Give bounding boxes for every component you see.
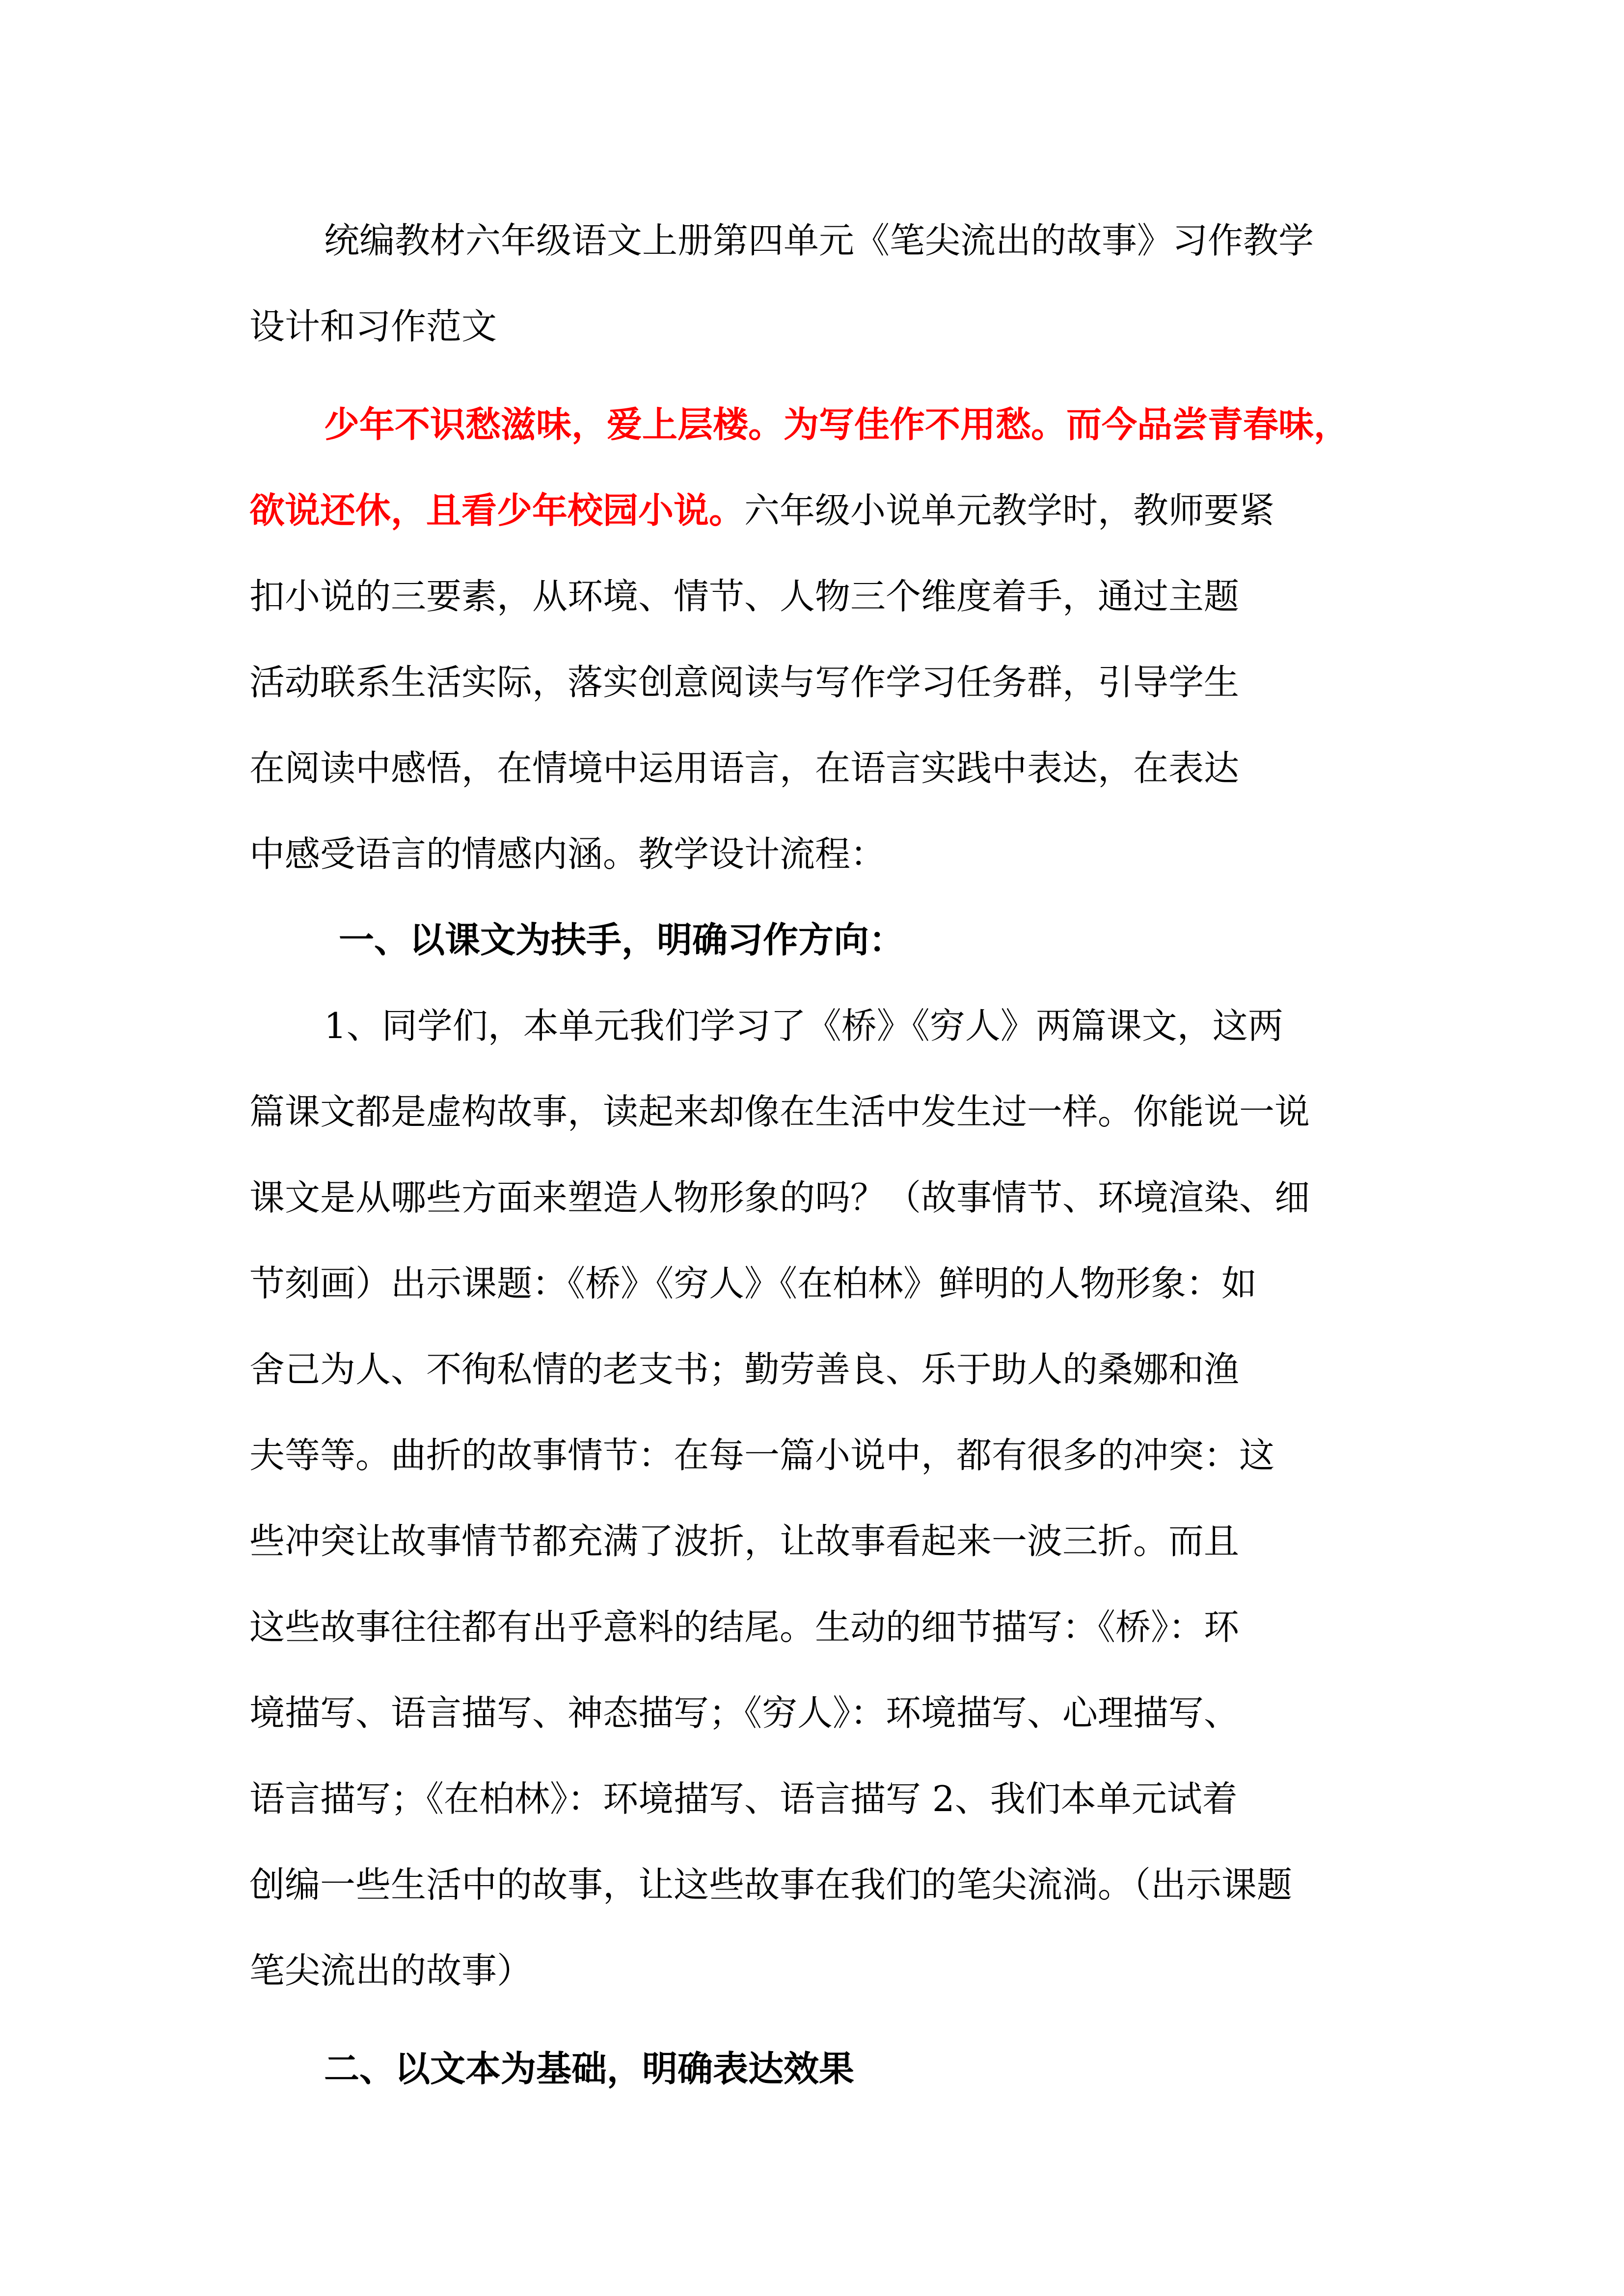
section-1-line-3: 课文是从哪些方面来塑造人物形象的吗？（故事情节、环境渲染、细 [249,1177,1310,1218]
document-title-line-2: 设计和习作范文 [249,306,497,347]
intro-line-1 [324,393,1389,456]
section-1-line-11: 创编一些生活中的故事，让这些故事在我们的笔尖流淌。（出示课题 [249,1864,1293,1905]
section-1-heading: 一、以课文为扶手，明确习作方向： [339,919,905,961]
section-1-line-8: 这些故事往往都有出乎意料的结尾。生动的细节描写：《桥》：环 [249,1606,1240,1648]
section-1-line-2: 篇课文都是虚构故事，读起来却像在生活中发生过一样。你能说一说 [249,1091,1310,1132]
section-1-line-9: 境描写、语言描写、神态描写；《穷人》：环境描写、心理描写、 [249,1692,1240,1734]
intro-highlight-2: 欲说还休，且看少年校园小说。 [249,489,745,531]
section-1-line-6: 夫等等。曲折的故事情节：在每一篇小说中，都有很多的冲突：这 [249,1435,1275,1476]
intro-line-2 [249,479,1389,542]
document-title-line-1: 统编教材六年级语文上册第四单元《笔尖流出的故事》习作教学 [324,220,1314,261]
section-2-heading: 二、以文本为基础，明确表达效果 [324,2048,855,2089]
section-1-line-10: 语言描写；《在柏林》：环境描写、语言描写 2、我们本单元试着 [249,1778,1238,1819]
section-1-line-7: 些冲突让故事情节都充满了波折，让故事看起来一波三折。而且 [249,1521,1240,1562]
intro-line-6: 中感受语言的情感内涵。教学设计流程： [249,833,886,875]
section-1-line-12: 笔尖流出的故事） [249,1950,533,1991]
section-1-line-1: 1、同学们，本单元我们学习了《桥》《穷人》两篇课文，这两 [324,1005,1283,1046]
intro-line-3: 扣小说的三要素，从环境、情节、人物三个维度着手，通过主题 [249,576,1240,617]
intro-line-4: 活动联系生活实际，落实创意阅读与写作学习任务群，引导学生 [249,662,1240,703]
section-1-line-4: 节刻画）出示课题：《桥》《穷人》《在柏林》鲜明的人物形象：如 [249,1263,1257,1304]
section-1-line-5: 舍己为人、不徇私情的老支书；勤劳善良、乐于助人的桑娜和渔 [249,1349,1240,1390]
intro-highlight-1: 少年不识愁滋味，爱上层楼。为写佳作不用愁。而今品尝青春味， [324,403,1350,445]
intro-line-2-text: 六年级小说单元教学时，教师要紧 [744,490,1275,531]
intro-line-5: 在阅读中感悟，在情境中运用语言，在语言实践中表达，在表达 [249,748,1240,789]
